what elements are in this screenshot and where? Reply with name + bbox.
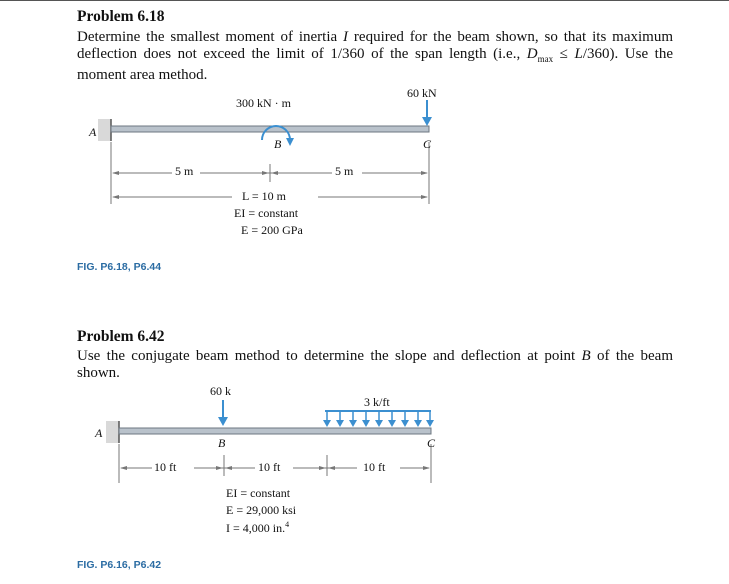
point-load-arrowhead-icon — [218, 417, 228, 426]
problem-1-statement: Determine the smallest moment of inertia I required for the beam shown, so that its maximum deflection does not exceed the limit of 1/360 of the span length (i.e., $D_{max} \le L/360$). Use the moment area method. — [77, 29, 673, 83]
point-b-label: B — [274, 137, 282, 151]
prop-e: E = 200 GPa — [241, 223, 303, 237]
dim-1-label: 10 ft — [154, 460, 177, 474]
dim-arrow-icon — [319, 466, 326, 470]
prop-length: L = 10 m — [242, 189, 286, 203]
dim-2-label: 10 ft — [258, 460, 281, 474]
dim-arrow-icon — [328, 466, 335, 470]
dim-3-label: 10 ft — [363, 460, 386, 474]
point-c-label: C — [423, 137, 432, 151]
point-b-label: B — [218, 436, 226, 450]
point-a-label: A — [89, 125, 97, 139]
prop-i: I = 4,000 in.$^4$ — [226, 520, 290, 535]
dim-arrow-icon — [120, 466, 127, 470]
prop-ei: EI = constant — [226, 486, 291, 500]
moment-label: 300 kN · m — [236, 96, 291, 110]
point-a-label: A — [95, 426, 103, 440]
load-label: 60 kN — [407, 86, 437, 100]
dim-right-label: 5 m — [335, 164, 354, 178]
dim-arrow-icon — [225, 466, 232, 470]
point-c-label: C — [427, 436, 436, 450]
figure-2-caption: FIG. P6.16, P6.42 — [77, 559, 162, 571]
problem-2-statement: Use the conjugate beam method to determine the slope and deflection at point B of the beam shown. — [77, 348, 673, 381]
beam-2 — [119, 428, 431, 434]
distributed-load-arrows — [323, 411, 434, 427]
dim-arrow-icon — [216, 466, 223, 470]
distributed-load-label: 3 k/ft — [364, 395, 390, 409]
prop-e: E = 29,000 ksi — [226, 503, 297, 517]
dim-left-label: 5 m — [175, 164, 194, 178]
fixed-support-wall — [106, 421, 119, 443]
dim-arrow-icon — [423, 466, 430, 470]
problem-1-title: Problem 6.18 — [77, 8, 165, 25]
prop-ei: EI = constant — [234, 206, 299, 220]
problem-2-title: Problem 6.42 — [77, 328, 165, 345]
point-load-label: 60 k — [210, 384, 231, 398]
figure-1-caption: FIG. P6.18, P6.44 — [77, 261, 162, 273]
